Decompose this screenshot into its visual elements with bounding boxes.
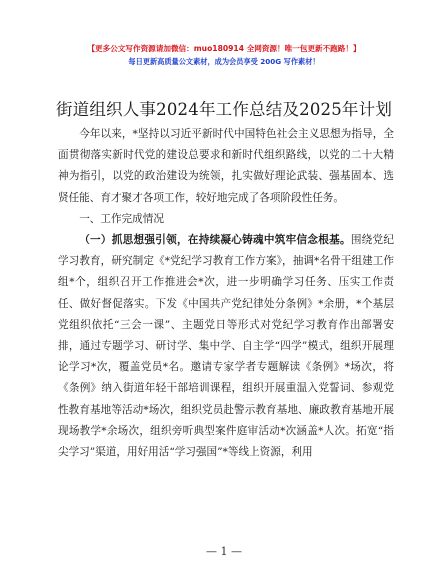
intro-paragraph: 今年以来，*坚持以习近平新时代中国特色社会主义思想为指导，全面贯彻落实新时代党的建设总要求和新时代组织路线，以党的二十大精神为指引，以党的政治建设为统领，扎实做好理论武装、强基固本、选贤任能、育才聚才各项工作，较好地完成了各项阶段性任务。 bbox=[58, 128, 394, 204]
promo-banner-line1: 【更多公文写作资源请加微信：muo180914 全网资源！唯一包更新不跑路！】 bbox=[87, 44, 361, 53]
subsection-paragraph bbox=[58, 230, 394, 463]
section-heading: 一、工作完成情况 bbox=[79, 212, 164, 225]
document-title: 街道组织人事2024年工作总结及2025年计划 bbox=[55, 100, 393, 119]
page-number: — 1 — bbox=[206, 545, 242, 558]
document-body bbox=[58, 124, 394, 463]
subsection-heading: （一）抓思想强引领，在持续凝心铸魂中筑牢信念根基。 bbox=[79, 234, 351, 247]
subsection-body: 围绕党纪学习教育，研究制定《*党纪学习教育工作方案》，抽调*名骨干组建工作组*个，组织召开工作推进会*次，进一步明确学习任务、压实工作责任、做好督促落实。下发《中国共产党纪律处分条例》*余册，*个基层党组织依托“三会一课”、主题党日等形式对党纪学习教育作出部署安排，通过专题学习、研讨学、集中学、自主学“四学”模式，组织开展理论学习*次，覆盖党员*名。邀请专家学者专题解读《条例》*场次，将《条例》纳入街道年轻干部培训课程，组织开展重温入党誓词、参观党性教育基地等活动*场次，组织党员赴警示教育基地、廉政教育基地开展现场教学*余场次，组织旁听典型案件庭审活动*次涵盖*人次。拓宽“指尖学习”渠道，用好用活“学习强国”*等线上资源，利用 bbox=[58, 234, 395, 459]
promo-banner-line2: 每日更新高质量公文素材，成为会员享受 200G 写作素材！ bbox=[128, 57, 320, 66]
